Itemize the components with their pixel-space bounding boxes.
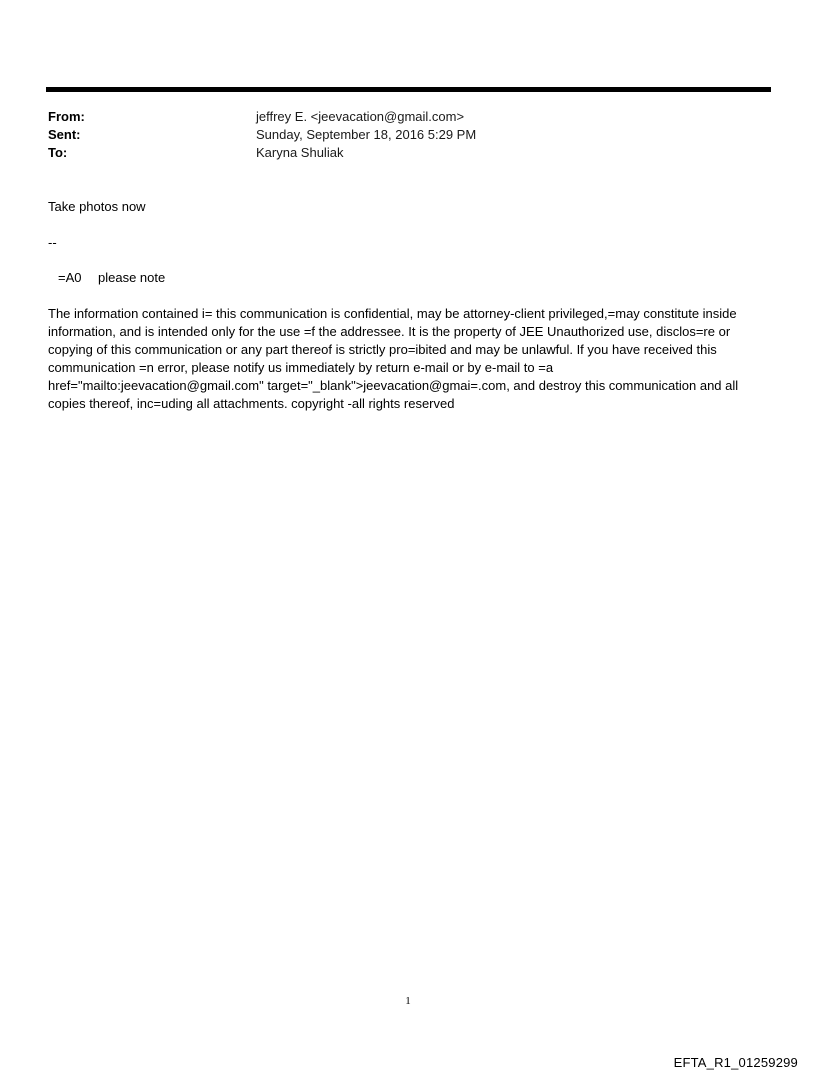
sent-value: Sunday, September 18, 2016 5:29 PM [256,127,477,142]
header-divider [46,87,771,92]
note-code: =A0 [58,270,82,285]
to-value: Karyna Shuliak [256,145,344,160]
note-text: please note [98,270,166,285]
page-number: 1 [405,995,411,1007]
from-label: From: [48,109,85,124]
confidentiality-disclaimer: The information contained i= this communication is confidential, may be attorney-client privileged,=may constitute inside information, and is intended only for the use =f the addressee. It is the property of JEE Unauthorized use, disclos=re or copying of this communication or any part thereof is strictly pro=ibited and may be unlawful. If you have received this communication =n error, please notify us immediately by return e-mail or by e-mail to =a href="mailto:jeevacation@gmail.com" target="_blank">jeevacation@gmai=.com, and destroy this communication and all copies thereof, inc=uding all attachments. copyright -all rights reserved [48,306,739,411]
email-header [48,108,748,162]
from-row [48,108,748,126]
message-body: Take photos now [48,199,146,214]
to-row [48,144,748,162]
from-value: jeffrey E. <jeevacation@gmail.com> [256,109,465,124]
to-label: To: [48,145,68,160]
sent-row [48,126,748,144]
signature-separator: -- [48,235,57,250]
bates-number: EFTA_R1_01259299 [673,1055,798,1070]
sent-label: Sent: [48,127,81,142]
note-line [58,269,165,287]
